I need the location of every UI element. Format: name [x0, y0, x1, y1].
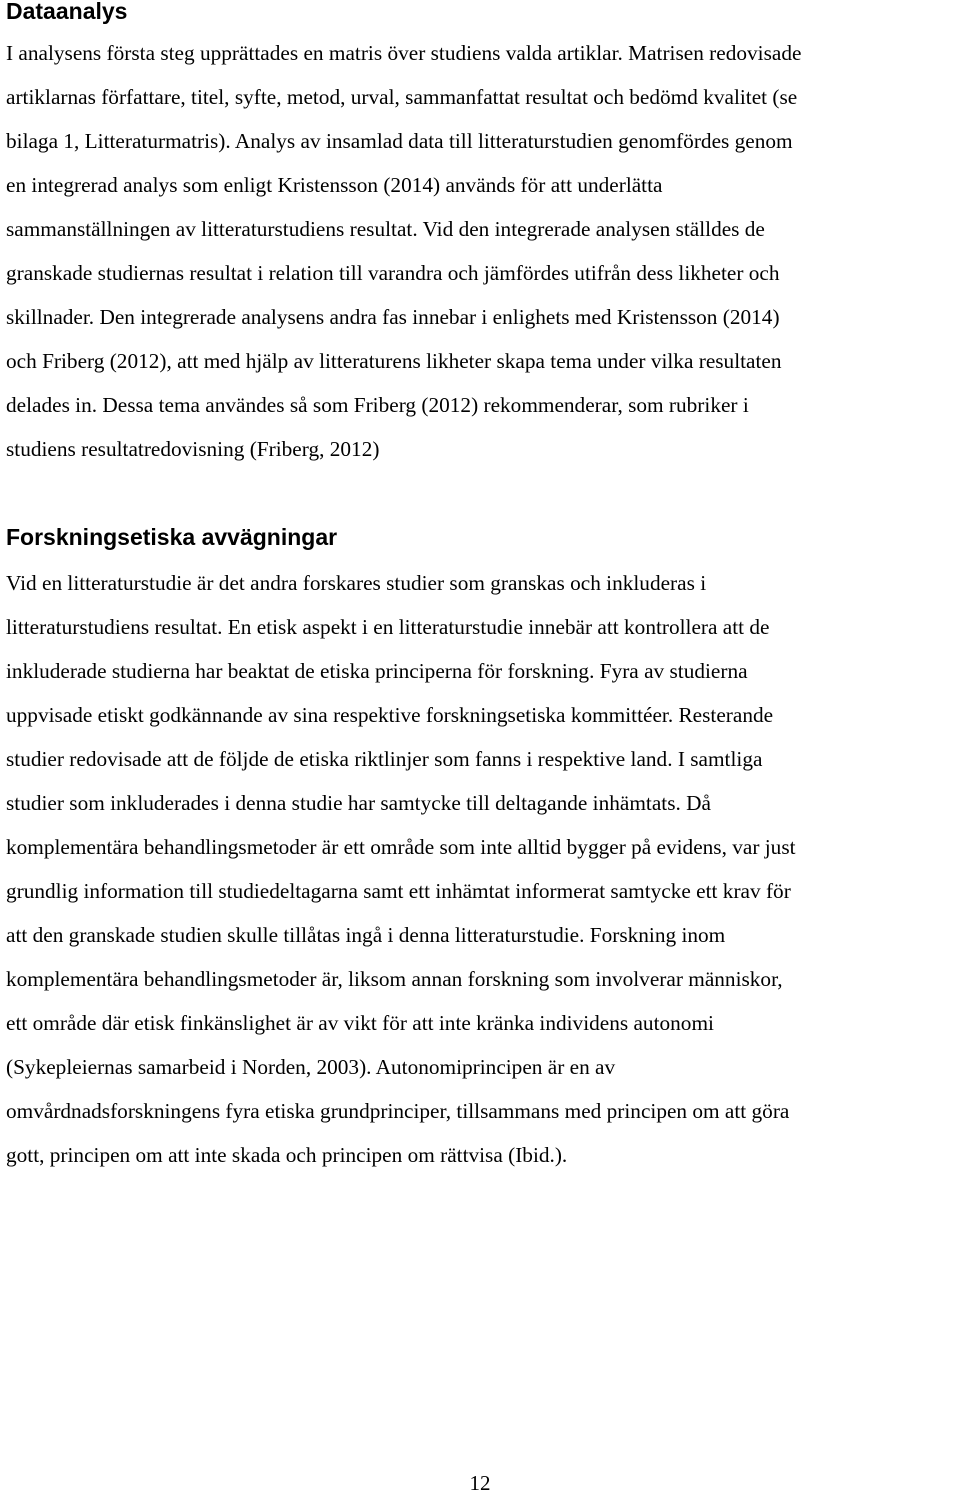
- text-line: ett område där etisk finkänslighet är av vikt för att inte kränka individens autonomi: [6, 1011, 714, 1035]
- text-line: att den granskade studien skulle tillåtas ingå i denna litteraturstudie. Forskning inom: [6, 923, 726, 947]
- text-line: litteraturstudiens resultat. En etisk aspekt i en litteraturstudie innebär att kontrollera att de: [6, 615, 770, 639]
- text-line: Vid en litteraturstudie är det andra forskares studier som granskas och inkluderas i: [6, 571, 707, 595]
- section-heading-dataanalys: Dataanalys: [6, 0, 128, 24]
- text-line: komplementära behandlingsmetoder är ett område som inte alltid bygger på evidens, var just: [6, 835, 796, 859]
- text-line: studier redovisade att de följde de etiska riktlinjer som fanns i respektive land. I samtliga: [6, 747, 763, 771]
- text-line: I analysens första steg upprättades en matris över studiens valda artiklar. Matrisen redovisade: [6, 41, 802, 65]
- text-line: skillnader. Den integrerade analysens andra fas innebar i enlighets med Kristensson (2014): [6, 305, 780, 329]
- text-line: delades in. Dessa tema användes så som Friberg (2012) rekommenderar, som rubriker i: [6, 393, 749, 417]
- section-heading-forskningsetiska: Forskningsetiska avvägningar: [6, 524, 338, 550]
- text-line: gott, principen om att inte skada och principen om rättvisa (Ibid.).: [6, 1143, 568, 1167]
- text-line: bilaga 1, Litteraturmatris). Analys av insamlad data till litteraturstudien genomfördes genom: [6, 129, 793, 153]
- text-line: studiens resultatredovisning (Friberg, 2012): [6, 437, 380, 461]
- text-line: (Sykepleiernas samarbeid i Norden, 2003). Autonomiprincipen är en av: [6, 1055, 616, 1079]
- text-line: grundlig information till studiedeltagarna samt ett inhämtat informerat samtycke ett krav för: [6, 879, 791, 903]
- text-line: och Friberg (2012), att med hjälp av litteraturens likheter skapa tema under vilka resultaten: [6, 349, 782, 373]
- text-line: komplementära behandlingsmetoder är, liksom annan forskning som involverar människor,: [6, 967, 783, 991]
- page-number: 12: [469, 1471, 491, 1495]
- paragraph-dataanalys: [6, 31, 956, 471]
- text-line: omvårdnadsforskningens fyra etiska grundprinciper, tillsammans med principen om att göra: [6, 1099, 790, 1123]
- text-line: granskade studiernas resultat i relation till varandra och jämfördes utifrån dess likheter och: [6, 261, 780, 285]
- text-line: studier som inkluderades i denna studie har samtycke till deltagande inhämtats. Då: [6, 791, 711, 815]
- text-line: uppvisade etiskt godkännande av sina respektive forskningsetiska kommittéer. Resterande: [6, 703, 774, 727]
- text-line: artiklarnas författare, titel, syfte, metod, urval, sammanfattat resultat och bedömd kvalitet (se: [6, 85, 798, 109]
- text-line: sammanställningen av litteraturstudiens resultat. Vid den integrerade analysen ställdes de: [6, 217, 765, 241]
- paragraph-forskningsetiska: [6, 561, 956, 1177]
- text-line: en integrerad analys som enligt Kristensson (2014) används för att underlätta: [6, 173, 663, 197]
- text-line: inkluderade studierna har beaktat de etiska principerna för forskning. Fyra av studierna: [6, 659, 748, 683]
